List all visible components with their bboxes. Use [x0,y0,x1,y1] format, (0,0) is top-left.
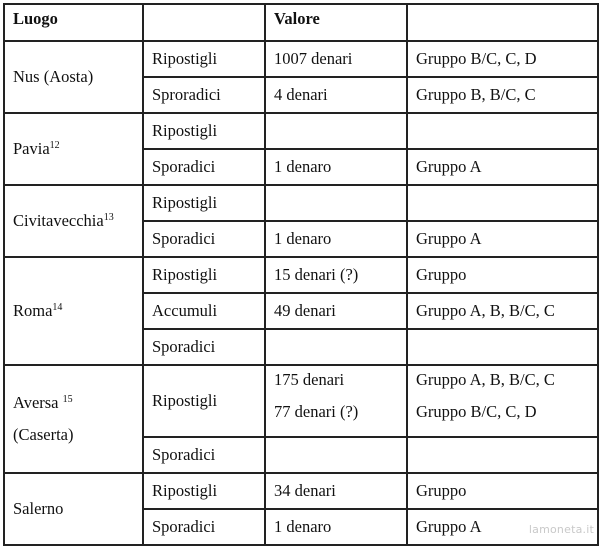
valore-cell: 49 denari [265,293,407,329]
table-row [4,185,598,221]
tipo-cell: Ripostigli [143,185,265,221]
table-row [4,257,598,293]
footnote-ref: 14 [52,302,63,313]
gruppo-line: Gruppo A, B, B/C, C [416,370,555,389]
valore-cell: 1007 denari [265,41,407,77]
header-gruppo [407,4,598,41]
valore-cell: 15 denari (?) [265,257,407,293]
tipo-cell: Ripostigli [143,257,265,293]
luogo-name: Roma [13,301,53,320]
tipo-cell: Sporadici [143,149,265,185]
tipo-cell: Ripostigli [143,473,265,509]
luogo-cell [4,185,143,257]
tipo-cell: Ripostigli [143,113,265,149]
luogo-name: Aversa [13,393,59,412]
gruppo-cell: Gruppo [407,473,598,509]
luogo-cell [4,257,143,365]
valore-cell [265,329,407,365]
gruppo-cell: Gruppo B/C, C, D [407,41,598,77]
luogo-name: Nus (Aosta) [13,67,94,86]
valore-cell [265,113,407,149]
gruppo-cell [407,437,598,473]
tipo-cell: Sporadici [143,221,265,257]
valore-cell: 4 denari [265,77,407,113]
header-tipo [143,4,265,41]
valore-cell: 34 denari [265,473,407,509]
gruppo-cell: Gruppo A [407,221,598,257]
findings-table [3,3,599,546]
table-row [4,365,598,437]
valore-cell: 1 denaro [265,149,407,185]
gruppo-cell: Gruppo A [407,149,598,185]
header-valore: Valore [265,4,407,41]
table-row [4,113,598,149]
gruppo-cell: Gruppo [407,257,598,293]
gruppo-cell [407,329,598,365]
gruppo-cell [407,365,598,437]
footnote-ref: 12 [49,140,60,151]
gruppo-cell [407,185,598,221]
tipo-cell: Accumuli [143,293,265,329]
gruppo-cell: Gruppo A, B, B/C, C [407,293,598,329]
tipo-cell: Sporadici [143,329,265,365]
luogo-cell [4,41,143,113]
valore-cell: 1 denaro [265,509,407,545]
luogo-name: Civitavecchia [13,211,104,230]
luogo-cell [4,365,143,473]
valore-cell: 1 denaro [265,221,407,257]
watermark: lamoneta.it [528,523,594,536]
luogo-name: Pavia [13,139,50,158]
tipo-cell: Sporadici [143,437,265,473]
gruppo-cell: Gruppo A [407,509,598,545]
gruppo-cell [407,113,598,149]
header-row [4,4,598,41]
gruppo-cell: Gruppo B, B/C, C [407,77,598,113]
table-row [4,41,598,77]
valore-cell [265,437,407,473]
gruppo-line: Gruppo B/C, C, D [416,402,537,421]
luogo-province: (Caserta) [13,425,74,444]
footnote-ref: 13 [103,212,114,223]
tipo-cell: Ripostigli [143,365,265,437]
valore-line: 175 denari [274,370,345,389]
luogo-name: Salerno [13,499,64,518]
valore-cell [265,365,407,437]
tipo-cell: Ripostigli [143,41,265,77]
valore-line: 77 denari (?) [274,402,359,421]
table-row [4,473,598,509]
tipo-cell: Sproradici [143,77,265,113]
luogo-cell [4,113,143,185]
tipo-cell: Sporadici [143,509,265,545]
luogo-cell [4,473,143,545]
valore-cell [265,185,407,221]
footnote-ref: 15 [62,394,73,405]
header-luogo: Luogo [4,4,143,41]
